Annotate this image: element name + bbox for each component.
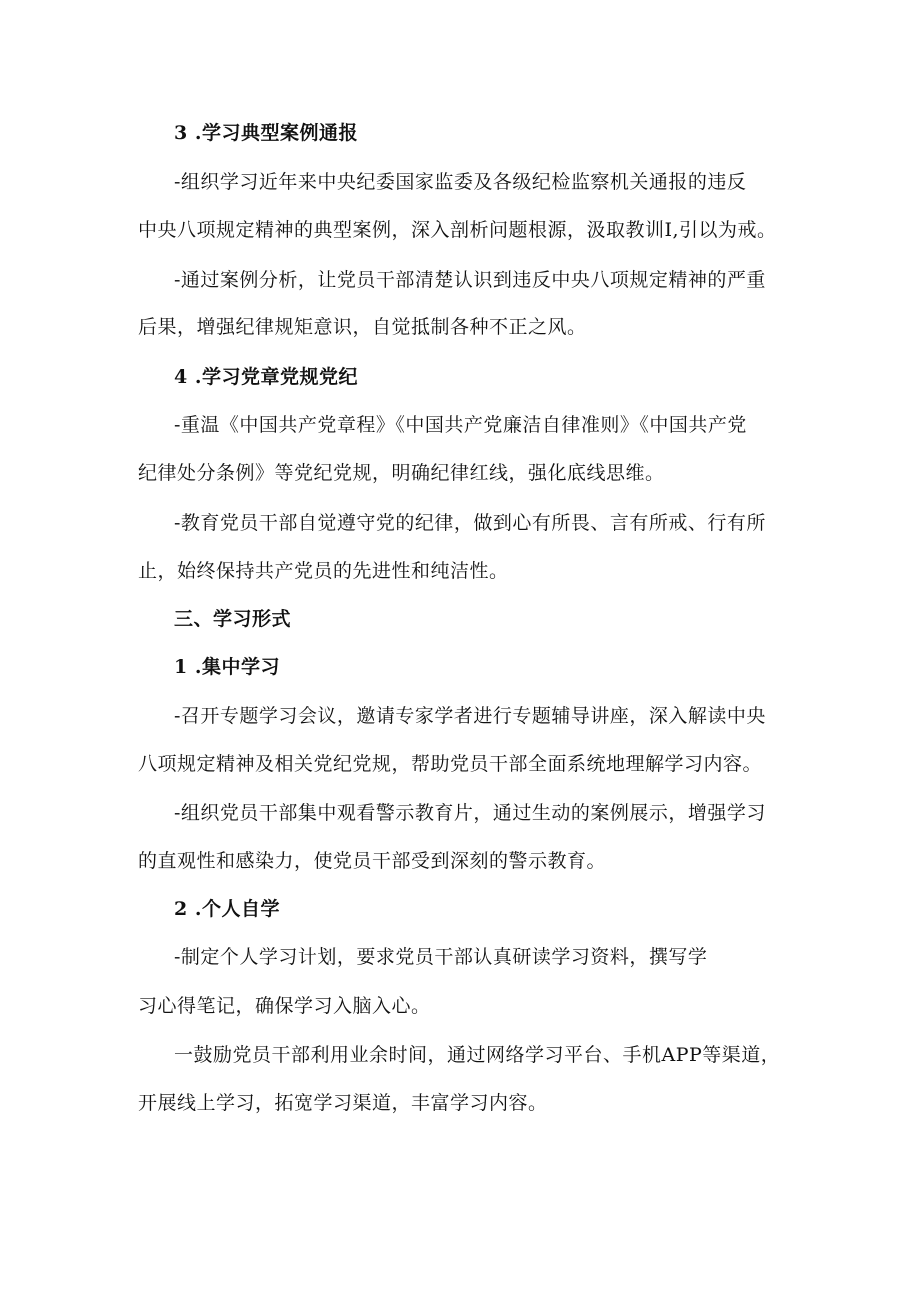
paragraph-line: 的直观性和感染力，使党员干部受到深刻的警示教育。 bbox=[138, 850, 607, 872]
paragraph-line: 八项规定精神及相关党纪党规，帮助党员干部全面系统地理解学习内容。 bbox=[138, 753, 763, 775]
paragraph-line: -通过案例分析，让党员干部清楚认识到违反中央八项规定精神的严重 bbox=[174, 269, 766, 291]
paragraph-line: 止，始终保持共产党员的先进性和纯洁性。 bbox=[138, 560, 509, 582]
paragraph-line: 中央八项规定精神的典型案例，深入剖析问题根源，汲取教训I,引以为戒。 bbox=[138, 219, 777, 241]
paragraph-line: 习心得笔记，确保学习入脑入心。 bbox=[138, 995, 431, 1017]
paragraph-line: 开展线上学习，拓宽学习渠道，丰富学习内容。 bbox=[138, 1092, 548, 1114]
section-heading-typical-cases: 3 .学习典型案例通报 bbox=[174, 122, 358, 144]
paragraph-line: -召开专题学习会议，邀请专家学者进行专题辅导讲座，深入解读中央 bbox=[174, 705, 766, 727]
paragraph-line: 后果，增强纪律规矩意识，自觉抵制各种不正之风。 bbox=[138, 316, 587, 338]
section-heading-party-rules: 4 .学习党章党规党纪 bbox=[174, 366, 358, 388]
paragraph-line: -重温《中国共产党章程》《中国共产党廉洁自律准则》《中国共产党 bbox=[174, 414, 747, 436]
form-heading-centralized-study: 1 .集中学习 bbox=[174, 656, 280, 678]
paragraph-line: -组织学习近年来中央纪委国家监委及各级纪检监察机关通报的违反 bbox=[174, 171, 747, 193]
paragraph-line: -制定个人学习计划，要求党员干部认真研读学习资料，撰写学 bbox=[174, 946, 708, 968]
part-heading-study-forms: 三、学习形式 bbox=[174, 608, 292, 630]
paragraph-line: -教育党员干部自觉遵守党的纪律，做到心有所畏、言有所戒、行有所 bbox=[174, 512, 766, 534]
paragraph-line: -组织党员干部集中观看警示教育片，通过生动的案例展示，增强学习 bbox=[174, 802, 766, 824]
form-heading-self-study: 2 .个人自学 bbox=[174, 898, 280, 920]
paragraph-line: 一鼓励党员干部利用业余时间，通过网络学习平台、手机APP等渠道， bbox=[174, 1044, 781, 1066]
paragraph-line: 纪律处分条例》等党纪党规，明确纪律红线，强化底线思维。 bbox=[138, 462, 665, 484]
